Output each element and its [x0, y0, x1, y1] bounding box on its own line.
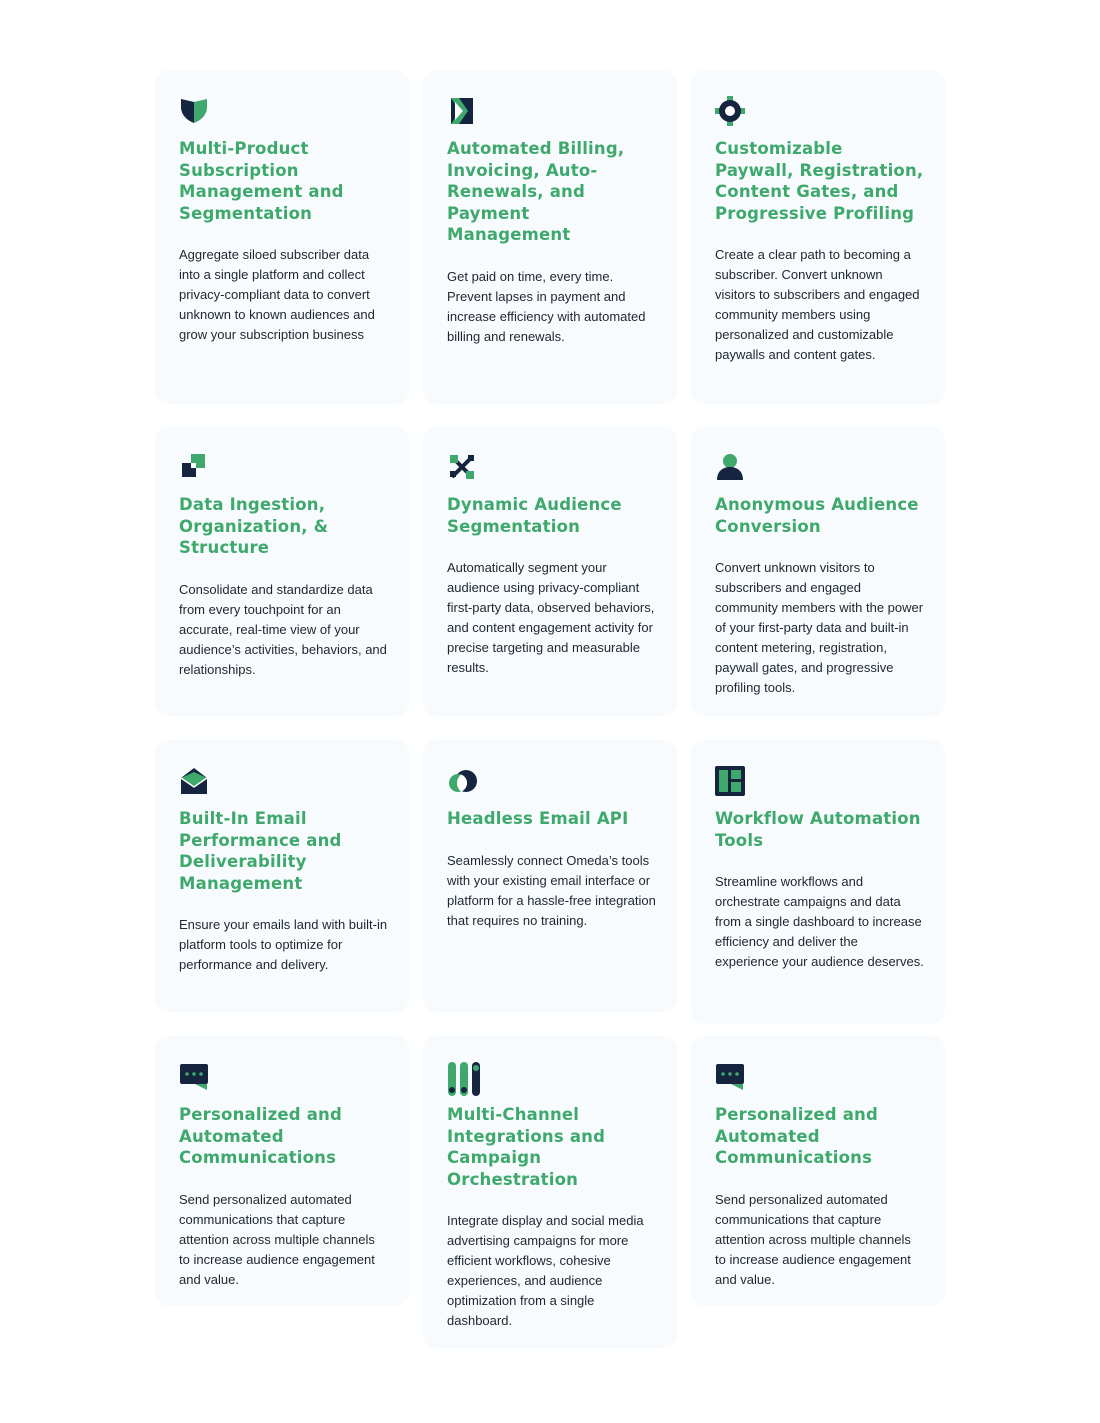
feature-card — [691, 1036, 945, 1306]
card-title: Built-In Email Performance and Deliverability Management — [179, 809, 342, 893]
envelope-icon — [179, 766, 209, 796]
card-title: Dynamic Audience Segmentation — [447, 495, 622, 536]
card-title: Personalized and Automated Communications — [715, 1105, 879, 1167]
dashboard-icon — [715, 766, 745, 796]
feature-card — [423, 740, 677, 1012]
feature-card — [691, 426, 945, 716]
card-description: Automatically segment your audience using privacy-compliant first-party data, observed behaviors, and content engagement activity for precise targeting and measurable results. — [447, 560, 655, 675]
card-description: Streamline workflows and orchestrate campaigns and data from a single dashboard to increase efficiency and deliver the experience your audience deserves. — [715, 874, 924, 969]
card-title: Customizable Paywall, Registration, Content Gates, and Progressive Profiling — [715, 139, 924, 223]
overlapping-squares-icon — [179, 452, 209, 482]
card-description: Get paid on time, every time. Prevent lapses in payment and increase efficiency with automated billing and renewals. — [447, 268, 646, 344]
card-description: Integrate display and social media advertising campaigns for more efficient workflows, cohesive experiences, and audience optimization from a single dashboard. — [447, 1213, 644, 1328]
card-description: Convert unknown visitors to subscribers and engaged community members with the power of your first-party data and built-in content metering, registration, paywall gates, and progressive profiling tools. — [715, 560, 924, 695]
feature-card — [155, 426, 409, 716]
feature-card — [155, 70, 409, 404]
card-description: Ensure your emails land with built-in platform tools to optimize for performance and delivery. — [179, 917, 388, 972]
card-description: Send personalized automated communications that capture attention across multiple channels to increase audience engagement and value. — [179, 1191, 375, 1287]
card-title: Automated Billing, Invoicing, Auto-Renewals, and Payment Management — [447, 139, 625, 244]
card-title: Data Ingestion, Organization, & Structure — [179, 495, 329, 557]
shield-icon — [179, 96, 209, 126]
card-title: Anonymous Audience Conversion — [715, 495, 919, 536]
card-title: Workflow Automation Tools — [715, 809, 921, 850]
card-description: Aggregate siloed subscriber data into a single platform and collect privacy-compliant data to convert unknown to known audiences and grow your subscription business — [179, 247, 375, 342]
card-description: Seamlessly connect Omeda’s tools with your existing email interface or platform for a hassle-free integration that requires no training. — [447, 852, 656, 928]
feature-card — [691, 740, 945, 1024]
play-arrow-icon — [447, 96, 477, 126]
feature-card — [423, 426, 677, 716]
card-title: Personalized and Automated Communications — [179, 1105, 343, 1167]
chat-bubble-icon — [715, 1062, 745, 1092]
chat-bubble-icon — [179, 1062, 209, 1092]
feature-card — [423, 70, 677, 404]
card-description: Consolidate and standardize data from every touchpoint for an accurate, real-time view of your audience’s activities, behaviors, and relationships. — [179, 581, 387, 677]
overlapping-circles-icon — [447, 766, 477, 796]
feature-card — [423, 1036, 677, 1348]
card-title: Multi-Channel Integrations and Campaign Orchestration — [447, 1105, 606, 1189]
feature-card — [155, 740, 409, 1012]
card-title: Multi-Product Subscription Management and Segmentation — [179, 139, 344, 223]
feature-card — [691, 70, 945, 404]
sliders-icon — [447, 1062, 477, 1092]
card-description: Create a clear path to becoming a subscriber. Convert unknown visitors to subscribers and engaged community members using personalized and customizable paywalls and content gates. — [715, 247, 920, 362]
feature-card — [155, 1036, 409, 1306]
card-title: Headless Email API — [447, 809, 629, 828]
person-icon — [715, 452, 745, 482]
shuffle-arrows-icon — [447, 452, 477, 482]
card-description: Send personalized automated communications that capture attention across multiple channels to increase audience engagement and value. — [715, 1191, 911, 1287]
gear-icon — [715, 96, 745, 126]
